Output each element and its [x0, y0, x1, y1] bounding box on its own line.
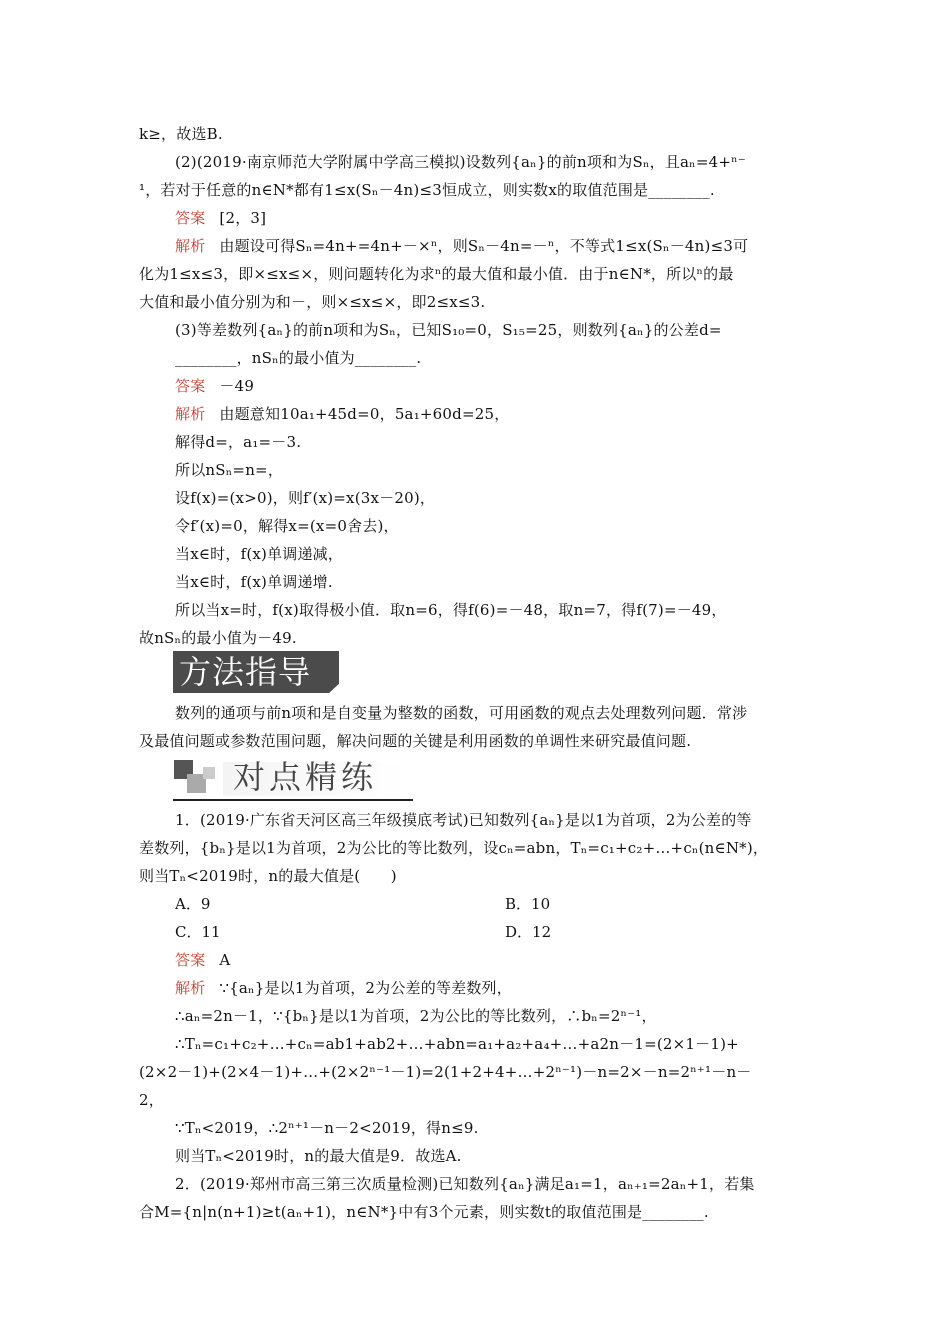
- question-2-line: (2)(2019·南京师范大学附属中学高三模拟)设数列{aₙ}的前n项和为Sₙ，且aₙ=4+ⁿ⁻: [175, 153, 746, 171]
- method-text-line: 数列的通项与前n项和是自变量为整数的函数，可用函数的观点去处理数列问题．常涉: [175, 704, 748, 722]
- text-line: 解得d=，a₁=－3.: [175, 433, 302, 451]
- problem-1-line: 则当Tₙ<2019时，n的最大值是( ): [139, 867, 397, 885]
- question-2-line: ¹，若对于任意的n∈N*都有1≤x(Sₙ－4n)≤3恒成立，则实数x的取值范围是________.: [139, 181, 715, 199]
- analysis-text: ∵{aₙ}是以1为首项，2为公差的等差数列，: [219, 979, 512, 997]
- answer-line: [175, 376, 815, 396]
- analysis-text: 由题意知10a₁+45d=0，5a₁+60d=25，: [219, 405, 510, 423]
- text-line: 令f′(x)=0，解得x=(x=0舍去)，: [175, 517, 399, 535]
- analysis-line: [175, 978, 815, 998]
- text-line: (2×2－1)+(2×4－1)+…+(2×2ⁿ⁻¹－1)=2(1+2+4+…+2ⁿ⁻¹)－n=2×－n=2ⁿ⁺¹－n－: [139, 1063, 752, 1081]
- problem-2-line: 合M={n|n(n+1)≥t(aₙ+1)，n∈N*}中有3个元素，则实数t的取值范围是________.: [139, 1203, 709, 1221]
- question-3-line: (3)等差数列{aₙ}的前n项和为Sₙ，已知S₁₀=0，S₁₅=25，则数列{aₙ}的公差d=: [175, 321, 722, 339]
- option-c: C．11: [175, 923, 221, 941]
- text-line: ∴Tₙ=c₁+c₂+…+cₙ=ab1+ab2+…+abn=a₁+a₂+a₄+…+a2n－1=(2×1－1)+: [175, 1035, 739, 1053]
- answer-label: 答案: [175, 951, 206, 969]
- text-line: 当x∈时，f(x)单调递减，: [175, 545, 344, 563]
- answer-line: [175, 950, 815, 970]
- text-line: 化为1≤x≤3，即×≤x≤×，则问题转化为求ⁿ的最大值和最小值．由于n∈N*，所以ⁿ的最: [139, 265, 734, 283]
- text-line: ∵Tₙ<2019，∴2ⁿ⁺¹－n－2<2019，得n≤9.: [175, 1119, 479, 1137]
- analysis-line: [175, 236, 815, 256]
- text-line: 大值和最小值分别为和－，则×≤x≤×，即2≤x≤3.: [139, 293, 486, 311]
- text-line: 所以当x=时，f(x)取得极小值．取n=6，得f(6)=－48，取n=7，得f(7)=－49，: [175, 601, 727, 619]
- answer-text: A: [219, 951, 231, 969]
- option-b: B．10: [505, 895, 551, 913]
- practice-banner: [173, 757, 413, 801]
- problem-1-line: 1．(2019·广东省天河区高三年级摸底考试)已知数列{aₙ}是以1为首项，2为公差的等: [175, 811, 752, 829]
- answer-text: －49: [219, 377, 255, 395]
- answer-label: 答案: [175, 377, 206, 395]
- analysis-line: [175, 404, 815, 424]
- text-line: 故nSₙ的最小值为－49.: [139, 629, 297, 647]
- analysis-label: 解析: [175, 237, 206, 255]
- analysis-label: 解析: [175, 405, 206, 423]
- method-guide-banner: [173, 651, 339, 693]
- practice-title: 对点精练: [233, 758, 378, 796]
- text-line: 2，: [139, 1091, 164, 1109]
- answer-text: [2，3]: [219, 209, 267, 227]
- text-line: 当x∈时，f(x)单调递增.: [175, 573, 333, 591]
- text-line: k≥，故选B.: [139, 125, 223, 143]
- problem-2-line: 2．(2019·郑州市高三第三次质量检测)已知数列{aₙ}满足a₁=1，aₙ₊₁=2aₙ+1，若集: [175, 1175, 755, 1193]
- square-icon: [203, 767, 215, 779]
- question-3-line: ________，nSₙ的最小值为________.: [175, 349, 422, 367]
- option-a: A．9: [175, 895, 211, 913]
- text-line: 设f(x)=(x>0)，则f′(x)=x(3x－20)，: [175, 489, 436, 507]
- text-line: 则当Tₙ<2019时，n的最大值是9．故选A.: [175, 1147, 462, 1165]
- answer-line: [175, 208, 815, 228]
- analysis-text: 由题设可得Sₙ=4n+=4n+－×ⁿ，则Sₙ－4n=－ⁿ，不等式1≤x(Sₙ－4n)≤3可: [219, 237, 749, 255]
- method-text-line: 及最值问题或参数范围问题，解决问题的关键是利用函数的单调性来研究最值问题.: [139, 732, 692, 750]
- analysis-label: 解析: [175, 979, 206, 997]
- text-line: ∴aₙ=2n－1，∵{bₙ}是以1为首项，2为公比的等比数列，∴bₙ=2ⁿ⁻¹，: [175, 1007, 657, 1025]
- answer-label: 答案: [175, 209, 206, 227]
- problem-1-line: 差数列，{bₙ}是以1为首项，2为公比的等比数列，设cₙ=abn，Tₙ=c₁+c₂+…+cₙ(n∈N*)，: [139, 839, 769, 857]
- option-d: D．12: [505, 923, 552, 941]
- text-line: 所以nSₙ=n=，: [175, 461, 284, 479]
- banner-underline: [173, 799, 413, 801]
- method-guide-title: 方法指导: [179, 653, 312, 691]
